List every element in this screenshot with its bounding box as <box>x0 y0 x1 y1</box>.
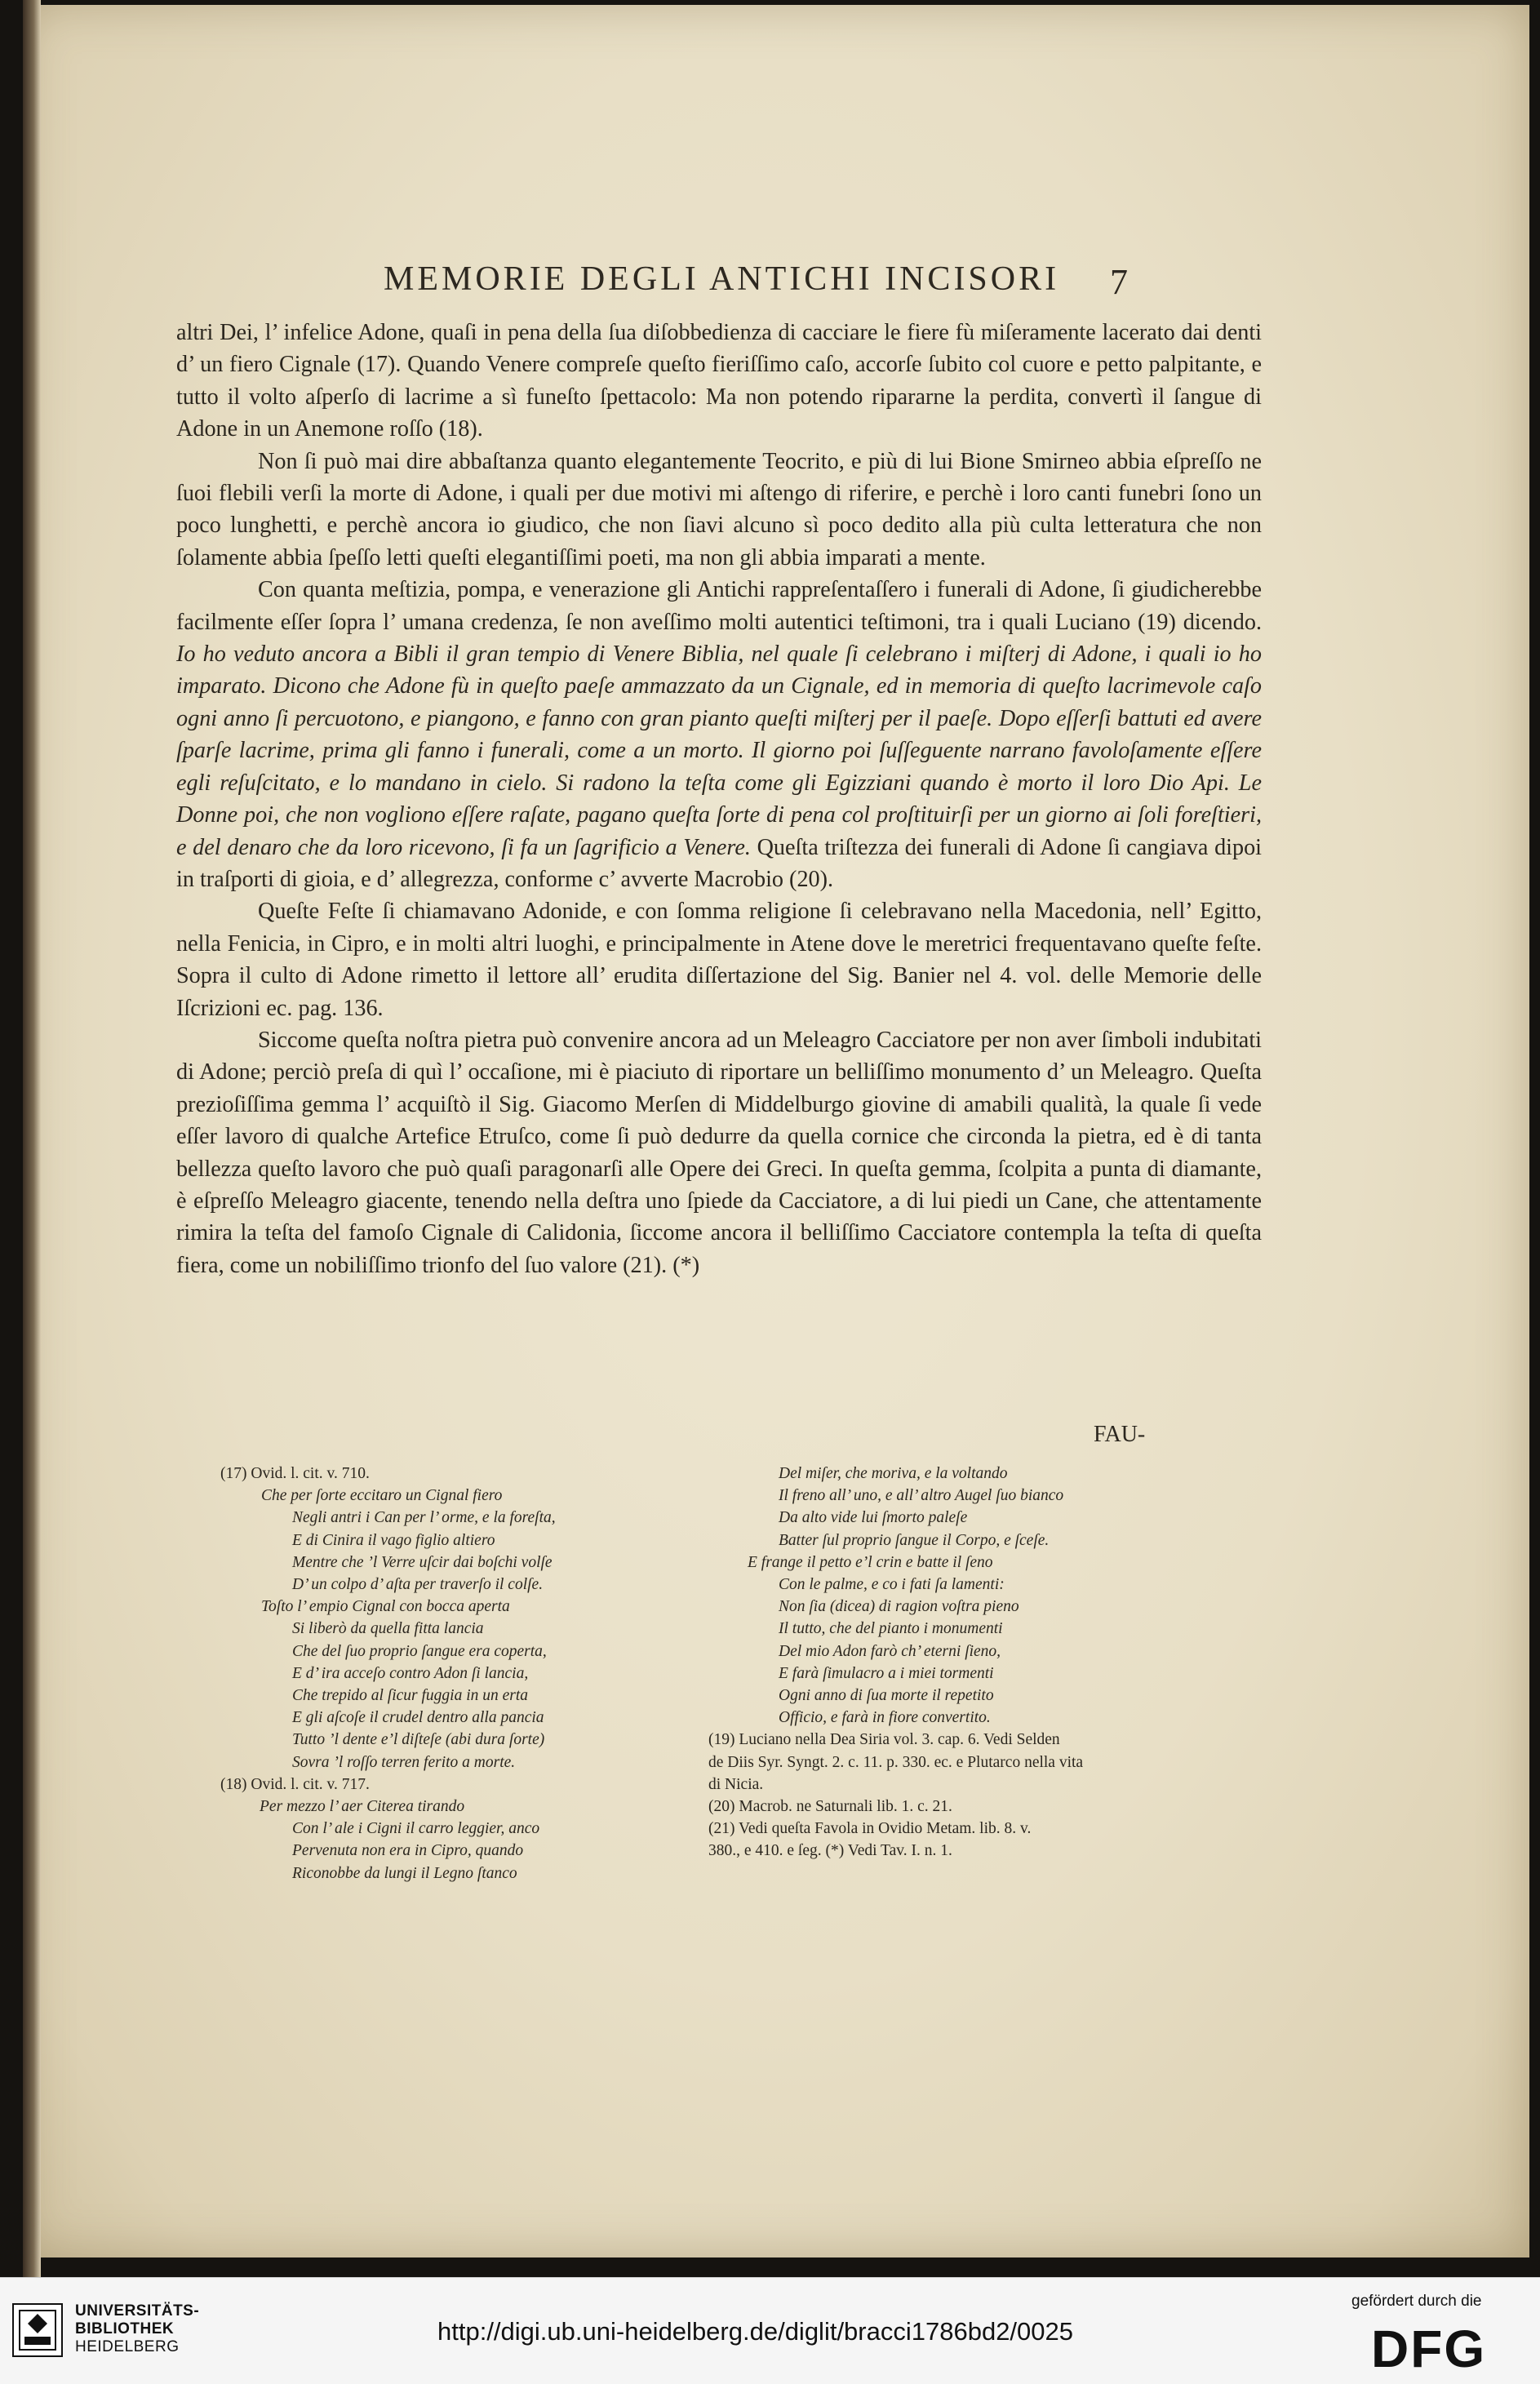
verse-line: E gli aſcoſe il crudel dentro alla pancia <box>292 1709 544 1727</box>
footnote-19: (19) Luciano nella Dea Siria vol. 3. cap. 6. Vedi Selden <box>708 1731 1060 1749</box>
verse-line: D’ un colpo d’ aſta per traverſo il colſe. <box>292 1576 544 1594</box>
verse-line: Si liberò da quella fitta lancia <box>292 1620 484 1638</box>
verse-line: E di Cinira il vago figlio altiero <box>292 1531 495 1549</box>
verse-line: Che trepido al ſicur fuggia in un erta <box>292 1687 529 1705</box>
verse-line: Del miſer, che moriva, e la voltando <box>779 1465 1008 1482</box>
verse-line: Con l’ ale i Cigni il carro leggier, anco <box>292 1820 540 1838</box>
paragraph-2: Non ſi può mai dire abbaſtanza quanto elegantemente Teocrito, e più di lui Bione Smirneo abbia eſpreſſo ne ſuoi flebili verſi la morte di Adone, i quali per due motivi mi aſtengo di riferire, e perchè i loro canti funebri ſono un poco lunghetti, e perchè ancora io giudico, che non ſiavi alcuno sì poco dedito alla più culta letteratura che non ſolamente abbia ſpeſſo letti queſti elegantiſſimi poeti, ma non gli abbia imparati a mente. <box>176 448 1262 570</box>
main-text <box>176 317 1262 1281</box>
verse-line: Il tutto, che del pianto i monumenti <box>779 1620 1003 1638</box>
footnote-18: (18) Ovid. l. cit. v. 717. <box>220 1775 370 1793</box>
footnote-17: (17) Ovid. l. cit. v. 710. <box>220 1465 370 1482</box>
library-line-1: UNIVERSITÄTS- <box>75 2302 200 2320</box>
verse-line: Ogni anno di ſua morte il repetito <box>779 1687 994 1705</box>
verse-line: Da alto vide lui ſmorto paleſe <box>779 1509 968 1527</box>
paragraph-1: altri Dei, l’ infelice Adone, quaſi in pena della ſua diſobbedienza di cacciare le fiere fù miſeramente lacerato dai denti d’ un fiero Cignale (17). Quando Venere compreſe queſto fieriſſimo caſo, accorſe ſubito col cuore e petto palpitante, e tutto il volto aſperſo di lacrime a sì funeſto ſpettacolo: Ma non potendo ripararne la perdita, convertì il ſangue di Adone in un Anemone roſſo (18). <box>176 320 1262 442</box>
verse-line: Sovra ’l roſſo terren ferito a morte. <box>292 1753 516 1771</box>
library-line-3: HEIDELBERG <box>75 2338 180 2355</box>
footnote-20: (20) Macrob. ne Saturnali lib. 1. c. 21. <box>708 1798 952 1816</box>
paragraph-4: Queſte Feſte ſi chiamavano Adonide, e con ſomma religione ſi celebravano nella Macedonia, nell’ Egitto, nella Fenicia, in Cipro, e in molti altri luoghi, e principalmente in Atene dove le meretrici frequentavano queſte feſte. Sopra il culto di Adone rimetto il lettore all’ erudita diſſertazione del Sig. Banier nel 4. vol. delle Memorie delle Iſcrizioni ec. pag. 136. <box>176 899 1262 1021</box>
verse-line: Con le palme, e co i fati ſa lamenti: <box>779 1576 1005 1594</box>
permalink-url[interactable]: http://digi.ub.uni-heidelberg.de/diglit/bracci1786bd2/0025 <box>437 2317 1074 2346</box>
footnote-21-cont: 380., e 410. e ſeg. (*) Vedi Tav. I. n. 1. <box>708 1842 952 1860</box>
catchword: FAU- <box>1094 1422 1146 1447</box>
verse-line: Per mezzo l’ aer Citerea tirando <box>260 1798 465 1816</box>
book-spine <box>23 0 41 2277</box>
verse-line: Non ſia (dicea) di ragion voſtra pieno <box>779 1598 1019 1616</box>
university-library-name[interactable] <box>75 2302 199 2356</box>
dfg-logo[interactable]: DFG <box>1371 2320 1487 2378</box>
verse-line: E d’ ira acceſo contro Adon ſi lancia, <box>292 1664 529 1682</box>
verse-line: Riconobbe da lungi il Legno ſtanco <box>292 1864 517 1882</box>
paragraph-3 <box>176 574 1262 895</box>
paragraph-3-end: Queſta triſtezza dei funerali di Adone ſi cangiava dipoi in traſporti di gioia, e d’ allegrezza, conforme c’ avverte Macrobio (20). <box>176 834 1263 892</box>
footnotes-left-column <box>220 1463 710 1885</box>
library-line-2: BIBLIOTHEK <box>75 2320 175 2337</box>
verse-line: E frange il petto e’l crin e batte il ſeno <box>748 1553 993 1571</box>
paragraph-3-intro: Con quanta meſtizia, pompa, e venerazione gli Antichi rappreſentaſſero i funerali di Adone, ſi giudicherebbe facilmente eſſer ſopra l’ umana credenza, ſe non aveſſimo molti autentici teſtimoni, tra i quali Luciano (19) dicendo. <box>176 577 1262 635</box>
verse-line: Il freno all’ uno, e all’ altro Augel ſuo bianco <box>779 1487 1064 1505</box>
verse-line: Che del ſuo proprio ſangue era coperta, <box>292 1642 547 1660</box>
footnote-19-cont: di Nicia. <box>708 1775 764 1793</box>
lucian-quotation: Io ho veduto ancora a Bibli il gran tempio di Venere Biblia, nel quale ſi celebrano i miſterj di Adone, i quali io ho imparato. Dicono che Adone fù in queſto paeſe ammazzato da un Cignale, ed in memoria di queſto lacrimevole caſo ogni anno ſi percuotono, e piangono, e fanno con gran pianto queſti miſterj per il paeſe. Dopo eſſerſi battuti ed avere ſparſe lacrime, prima gli fanno i funerali, come a un morto. Il giorno poi ſuſſeguente narrano favoloſamente eſſere egli reſuſcitato, e lo mandano in cielo. Si radono la teſta come gli Egizziani quando è morto il loro Dio Api. Le Donne poi, che non vogliono eſſere raſate, pagano queſta ſorte di pena col proſtituirſi per un giorno ai ſoli foreſtieri, e del denaro che da loro ricevono, ſi fa un ſagrificio a Venere. <box>176 642 1262 860</box>
verse-line: Batter ſul proprio ſangue il Corpo, e ſceſe. <box>779 1531 1050 1549</box>
footnote-21: (21) Vedi queſta Favola in Ovidio Metam. lib. 8. v. <box>708 1820 1032 1838</box>
paragraph-5: Siccome queſta noſtra pietra può convenire ancora ad un Meleagro Cacciatore per non aver ſimboli indubitati di Adone; perciò preſa di quì l’ occaſione, mi è piaciuto di riportare un belliſſimo monumento d’ un Meleagro. Queſta prezioſiſſima gemma l’ acquiſtò il Sig. Giacomo Merſen di Middelburgo giovine di amabili qualità, la quale ſi vede eſſer lavoro di qualche Artefice Etruſco, come ſi può dedurre da quella cornice che circonda la pietra, ed è di tanta bellezza queſto lavoro che può quaſi paragonarſi alle Opere dei Greci. In queſta gemma, ſcolpita a punta di diamante, è eſpreſſo Meleagro giacente, tenendo nella deſtra uno ſpiede da Cacciatore, a di lui piedi un Cane, che attentamente rimira la teſta del famoſo Cignale di Calidonia, ſiccome ancora il belliſſimo Cacciatore contempla la teſta di queſta fiera, come un nobiliſſimo trionfo del ſuo valore (21). (*) <box>176 1027 1262 1278</box>
running-header <box>384 260 1200 300</box>
verse-line: Toſto l’ empio Cignal con bocca aperta <box>261 1598 510 1616</box>
funding-note: gefördert durch die <box>1351 2293 1482 2310</box>
footnote-19-cont: de Diis Syr. Syngt. 2. c. 11. p. 330. ec. e Plutarco nella vita <box>708 1753 1084 1771</box>
university-seal-icon[interactable] <box>11 2302 64 2358</box>
page-number: 7 <box>1110 262 1128 302</box>
verse-line: Mentre che ’l Verre uſcir dai boſchi volſe <box>292 1553 553 1571</box>
verse-line: E farà ſimulacro a i miei tormenti <box>779 1664 994 1682</box>
verse-line: Officio, e farà in fiore convertito. <box>779 1709 991 1727</box>
verse-line: Negli antri i Can per l’ orme, e la foreſta, <box>292 1509 556 1527</box>
verse-line: Del mio Adon farò ch’ eterni ſieno, <box>779 1642 1001 1660</box>
verse-line: Che per ſorte eccitaro un Cignal fiero <box>261 1487 503 1505</box>
footnotes-right-column <box>708 1463 1178 1862</box>
viewer-footer <box>0 2277 1540 2384</box>
verse-line: Tutto ’l dente e’l diſteſe (abi dura ſorte) <box>292 1731 545 1749</box>
verse-line: Pervenuta non era in Cipro, quando <box>292 1842 524 1860</box>
page-title: MEMORIE DEGLI ANTICHI INCISORI <box>384 260 1060 298</box>
